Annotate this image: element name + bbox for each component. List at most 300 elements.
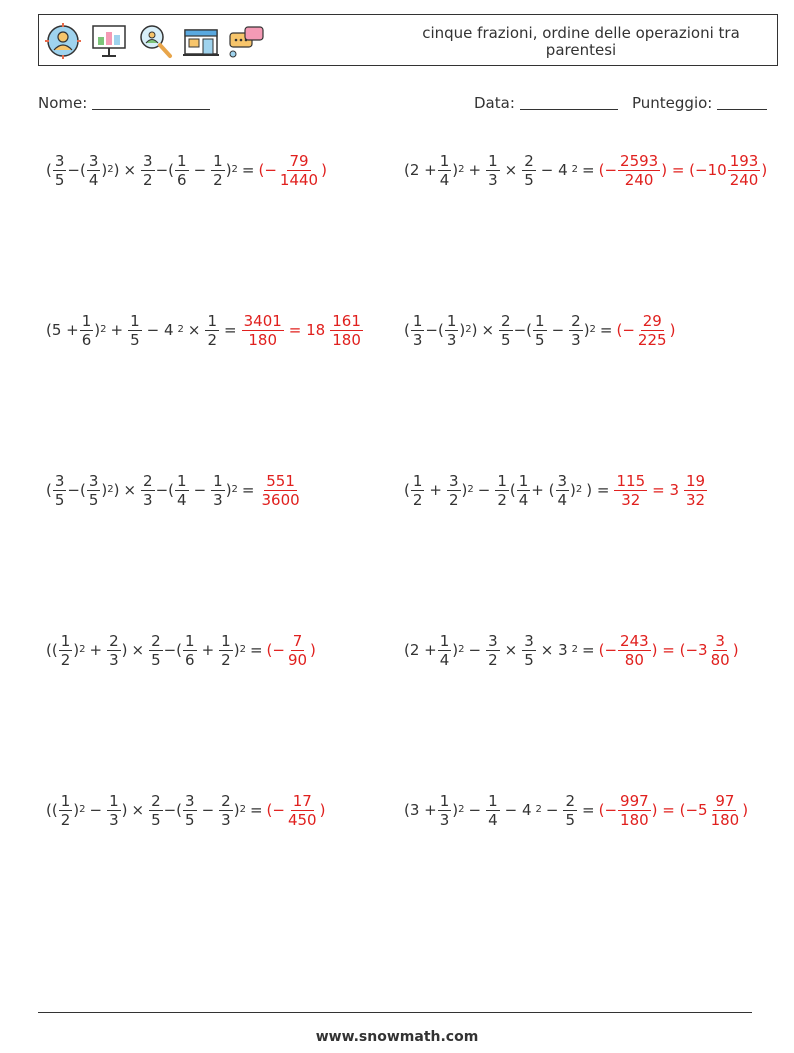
numerator: 3 (88, 151, 99, 170)
denominator: 4 (518, 490, 529, 509)
answer-text: ) = (−5 (651, 800, 708, 819)
denominator: 5 (151, 650, 161, 669)
numerator: 1 (439, 631, 450, 650)
paren: ( (509, 481, 516, 499)
problem-6: ( $\frac{1}{2}$ + $\frac{3}{2}$ ) 2 − $\frac{1}{2}$ ( $\frac{1}{4}$ + ( $\frac{3}{4}$ ) 2 ) = $\frac{115}{32}$ = 3 $\frac{19}{32}$ (404, 462, 708, 518)
numerator: 2 (151, 791, 161, 810)
problem-7: (( $\frac{1}{2}$ ) 2 + $\frac{2}{3}$ ) × $\frac{2}{5}$ −( $\frac{1}{6}$ + $\frac{1}{2}$ ) 2 = (− $\frac{7}{90}$ ) (46, 631, 316, 669)
fraction (522, 152, 536, 189)
numerator: 3 (715, 631, 725, 650)
answer-text: ) (669, 320, 676, 339)
denominator: 2 (143, 170, 153, 189)
numerator: 1 (221, 631, 231, 650)
operator: − (89, 801, 103, 819)
fraction (141, 472, 155, 509)
operator: + (110, 321, 124, 339)
operator: + ( (531, 481, 555, 499)
equals: = (582, 161, 595, 179)
numerator: 7 (292, 631, 303, 650)
answer-text: (− (266, 640, 285, 659)
numerator: 3 (54, 471, 65, 490)
equals: = (224, 321, 237, 339)
numerator: 1 (439, 791, 450, 810)
worksheet-title: cinque frazioni, ordine delle operazioni tra parentesi (422, 24, 740, 59)
magnifier-icon (135, 21, 175, 61)
numerator: 2 (524, 151, 534, 170)
denominator: 3 (488, 170, 498, 189)
fraction (445, 312, 459, 349)
paren: ) (113, 481, 120, 499)
denominator: 5 (88, 490, 99, 509)
denominator: 5 (185, 810, 195, 829)
fraction (517, 472, 531, 509)
numerator: 1 (177, 151, 187, 170)
fraction (330, 312, 363, 349)
problem-9: (( $\frac{1}{2}$ ) 2 − $\frac{1}{3}$ ) × $\frac{2}{5}$ −( $\frac{3}{5}$ − $\frac{2}{3}$ ) 2 = (− $\frac{17}{450}$ ) (46, 791, 326, 829)
denominator: 32 (686, 490, 706, 509)
problem-5: ( $\frac{3}{5}$ −( $\frac{3}{5}$ ) 2 ) × $\frac{2}{3}$ −( $\frac{1}{4}$ − $\frac{1}{3}$ ) 2 = $\frac{551}{3600}$ (46, 462, 303, 518)
paren: ) (73, 641, 80, 659)
operator: − (193, 481, 207, 499)
answer-text: ) (761, 160, 768, 179)
answer-text: (− (616, 320, 635, 339)
denominator: 2 (207, 330, 218, 349)
numerator: 1 (213, 151, 223, 170)
paren: ) (233, 641, 240, 659)
equals: ) = (586, 481, 610, 499)
numerator: 3 (54, 151, 65, 170)
fraction (87, 472, 101, 509)
paren: ) (471, 321, 478, 339)
numerator: 79 (289, 151, 309, 170)
header-icons (43, 21, 267, 61)
fraction (486, 152, 500, 189)
denominator: 180 (332, 330, 361, 349)
denominator: 3600 (261, 490, 300, 509)
name-field (38, 94, 210, 112)
operator: −( (513, 321, 533, 339)
paren: ) (225, 161, 232, 179)
numerator: 3 (557, 471, 568, 490)
answer-text: (− (266, 800, 285, 819)
denominator: 90 (287, 650, 308, 669)
fraction (205, 312, 219, 349)
fraction (59, 632, 73, 669)
answer-text: ) (742, 800, 749, 819)
denominator: 2 (488, 650, 498, 669)
numerator: 2 (565, 791, 576, 810)
numerator: 1 (81, 311, 92, 330)
fraction (219, 632, 233, 669)
answer (259, 152, 327, 189)
operator: (2 + (404, 641, 437, 659)
numerator: 1 (60, 631, 71, 650)
operator: −( (163, 801, 183, 819)
numerator: 3 (524, 631, 534, 650)
answer-text: (− (598, 800, 618, 819)
denominator: 3 (446, 330, 457, 349)
date-blank[interactable] (520, 95, 618, 110)
denominator: 5 (54, 170, 65, 189)
answer (613, 472, 708, 509)
answer-text: (− (598, 640, 618, 659)
numerator: 17 (292, 791, 312, 810)
denominator: 4 (88, 170, 99, 189)
numerator: 3 (448, 471, 459, 490)
operator: × (187, 321, 201, 339)
numerator: 1 (535, 311, 545, 330)
problem-8: (2 + $\frac{1}{4}$ ) 2 − $\frac{3}{2}$ × $\frac{3}{5}$ × 3 2 = (− $\frac{243}{80}$ ) = (−3 $\frac{3}{80}$ ) (404, 631, 739, 669)
score-label: Punteggio: (632, 94, 713, 112)
numerator: 2 (221, 791, 231, 810)
denominator: 4 (557, 490, 568, 509)
fraction (183, 792, 197, 829)
operator: −( (67, 481, 86, 499)
fraction (242, 312, 284, 349)
numerator: 1 (207, 311, 218, 330)
fraction (107, 632, 121, 669)
numerator: 551 (266, 471, 295, 490)
numerator: 1 (488, 791, 498, 810)
operator: − (551, 321, 565, 339)
numerator: 161 (332, 311, 361, 330)
fraction (495, 472, 509, 509)
equals: = (241, 481, 255, 499)
operator: (2 + (404, 161, 437, 179)
numerator: 2 (143, 471, 153, 490)
operator: − (477, 481, 491, 499)
denominator: 450 (287, 810, 317, 829)
paren: ) (570, 481, 576, 499)
fraction (438, 152, 452, 189)
numerator: 97 (715, 791, 735, 810)
fraction (709, 792, 742, 829)
paren: ) (121, 641, 128, 659)
denominator: 4 (439, 650, 450, 669)
fraction (522, 632, 536, 669)
answer-text: ) (310, 640, 316, 659)
fraction (175, 152, 189, 189)
numerator: 2 (109, 631, 119, 650)
denominator: 3 (109, 650, 119, 669)
storefront-icon (181, 21, 221, 61)
fraction (80, 312, 94, 349)
answer (259, 472, 303, 509)
answer (599, 632, 739, 669)
operator: −( (155, 481, 175, 499)
fraction (533, 312, 547, 349)
numerator: 3401 (243, 311, 282, 330)
denominator: 2 (221, 650, 231, 669)
numerator: 115 (616, 471, 646, 490)
numerator: 19 (686, 471, 706, 490)
operator: − (545, 801, 559, 819)
denominator: 180 (710, 810, 740, 829)
operator: × (131, 801, 145, 819)
answer (241, 312, 364, 349)
denominator: 3 (109, 810, 119, 829)
equals: = (582, 641, 595, 659)
score-blank[interactable] (717, 95, 767, 110)
fraction (278, 152, 320, 189)
operator: −( (163, 641, 183, 659)
paren: ) (233, 801, 240, 819)
fraction (411, 472, 425, 509)
answer-text: ) (319, 800, 326, 819)
operator: −( (425, 321, 444, 339)
fraction (107, 792, 121, 829)
paren: ) (452, 801, 459, 819)
numerator: 3 (488, 631, 498, 650)
paren: ( (404, 481, 410, 499)
fraction (211, 152, 225, 189)
operator: − 4 (504, 801, 532, 819)
fraction (87, 152, 101, 189)
denominator: 3 (571, 330, 581, 349)
denominator: 4 (177, 490, 187, 509)
equals: = (249, 801, 263, 819)
fraction (149, 632, 163, 669)
operator: + (429, 481, 442, 499)
fraction (709, 632, 732, 669)
person-target-icon (43, 21, 83, 61)
operator: × (504, 641, 518, 659)
denominator: 3 (213, 490, 223, 509)
denominator: 80 (624, 650, 644, 669)
answer (267, 792, 326, 829)
paren: ( (46, 161, 52, 179)
date-field (474, 94, 618, 112)
fraction (286, 632, 309, 669)
denominator: 5 (524, 170, 534, 189)
fraction (438, 792, 452, 829)
problem-4: ( $\frac{1}{3}$ −( $\frac{1}{3}$ ) 2 ) × $\frac{2}{5}$ −( $\frac{1}{5}$ − $\frac{2}{3}$ ) 2 = (− $\frac{29}{225}$ ) (404, 311, 676, 349)
numerator: 2 (501, 311, 511, 330)
denominator: 2 (448, 490, 459, 509)
fraction (486, 792, 500, 829)
fraction (636, 312, 669, 349)
operator: × (504, 161, 518, 179)
answer (617, 312, 676, 349)
operator: (5 + (46, 321, 79, 339)
paren: ) (459, 321, 466, 339)
operator: × (481, 321, 495, 339)
fraction (149, 792, 163, 829)
paren: ) (461, 481, 468, 499)
worksheet-header (38, 14, 778, 66)
denominator: 180 (248, 330, 278, 349)
operator: × 3 (540, 641, 568, 659)
operator: −( (155, 161, 175, 179)
denominator: 5 (535, 330, 545, 349)
equals: = (582, 801, 595, 819)
denominator: 2 (497, 490, 507, 509)
numerator: 1 (488, 151, 498, 170)
denominator: 3 (221, 810, 231, 829)
numerator: 1 (130, 311, 140, 330)
paren: ) (583, 321, 590, 339)
footer-divider (38, 1012, 752, 1013)
numerator: 193 (729, 151, 759, 170)
denominator: 2 (213, 170, 223, 189)
denominator: 4 (439, 170, 450, 189)
paren: ) (101, 481, 108, 499)
problem-1: ( $\frac{3}{5}$ −( $\frac{3}{4}$ ) 2 ) × $\frac{3}{2}$ −( $\frac{1}{6}$ − $\frac{1}{2}$ ) 2 = (− $\frac{79}{1440}$ ) (46, 151, 327, 189)
denominator: 180 (620, 810, 649, 829)
fraction (618, 792, 651, 829)
fraction (563, 792, 577, 829)
numerator: 1 (213, 471, 223, 490)
equals: = (249, 641, 263, 659)
footer-site-link[interactable]: www.snowmath.com (315, 1029, 479, 1045)
paren: ) (452, 161, 459, 179)
denominator: 5 (501, 330, 511, 349)
equals: = (599, 321, 613, 339)
answer-text: (− (598, 160, 618, 179)
fraction (128, 312, 142, 349)
numerator: 2 (151, 631, 161, 650)
fraction (438, 632, 452, 669)
numerator: 29 (642, 311, 662, 330)
paren: ) (452, 641, 459, 659)
fraction (614, 472, 647, 509)
numerator: 3 (185, 791, 195, 810)
problem-3: (5 + $\frac{1}{6}$ ) 2 + $\frac{1}{5}$ − 4 2 × $\frac{1}{2}$ = $\frac{3401}{180}$ = 18 $\frac{161}{180}$ (46, 302, 364, 358)
operator: × (123, 161, 137, 179)
operator: + (89, 641, 103, 659)
fraction (183, 632, 197, 669)
denominator: 3 (412, 330, 423, 349)
paren: ) (113, 161, 120, 179)
fraction (53, 472, 67, 509)
paren: ) (121, 801, 128, 819)
denominator: 2 (60, 810, 71, 829)
fraction (53, 152, 67, 189)
denominator: 1440 (279, 170, 319, 189)
denominator: 4 (488, 810, 498, 829)
denominator: 2 (412, 490, 423, 509)
operator: + (468, 161, 482, 179)
operator: − 4 (540, 161, 568, 179)
numerator: 1 (412, 471, 423, 490)
numerator: 997 (620, 791, 649, 810)
paren: (( (46, 641, 58, 659)
fraction (556, 472, 570, 509)
numerator: 1 (497, 471, 507, 490)
denominator: 5 (565, 810, 576, 829)
fraction (59, 792, 73, 829)
operator: − (201, 801, 215, 819)
numerator: 3 (143, 151, 153, 170)
denominator: 5 (130, 330, 140, 349)
operator: − (468, 801, 482, 819)
operator: × (131, 641, 145, 659)
numerator: 243 (620, 631, 649, 650)
fraction (618, 632, 651, 669)
fraction (141, 152, 155, 189)
numerator: 1 (518, 471, 529, 490)
fraction (618, 152, 660, 189)
fraction (728, 152, 761, 189)
presentation-board-icon (89, 21, 129, 61)
numerator: 1 (177, 471, 187, 490)
numerator: 1 (412, 311, 423, 330)
denominator: 225 (637, 330, 667, 349)
fraction (175, 472, 189, 509)
denominator: 2 (60, 650, 71, 669)
answer-text: ) = (−10 (661, 160, 727, 179)
fraction (447, 472, 461, 509)
fraction (499, 312, 513, 349)
score-field (632, 94, 767, 112)
fraction (411, 312, 425, 349)
answer-text: ) = (−3 (651, 640, 708, 659)
fraction (684, 472, 707, 509)
answer-text: ) (321, 160, 327, 179)
paren: ) (73, 801, 80, 819)
fraction (211, 472, 225, 509)
date-label: Data: (474, 94, 515, 112)
denominator: 3 (439, 810, 450, 829)
numerator: 3 (88, 471, 99, 490)
problem-2: (2 + $\frac{1}{4}$ ) 2 + $\frac{1}{3}$ × $\frac{2}{5}$ − 4 2 = (− $\frac{2593}{240}$ ) = (−10 $\frac{193}{240}$ ) (404, 151, 768, 189)
denominator: 5 (54, 490, 65, 509)
answer-text: (− (258, 160, 277, 179)
operator: (3 + (404, 801, 437, 819)
fraction (486, 632, 500, 669)
chat-bubbles-icon (227, 21, 267, 61)
numerator: 2593 (620, 151, 659, 170)
answer (599, 792, 748, 829)
answer-text: = 3 (652, 480, 680, 499)
answer (267, 632, 316, 669)
fraction (286, 792, 319, 829)
numerator: 1 (439, 151, 450, 170)
numerator: 1 (109, 791, 119, 810)
operator: − (468, 641, 482, 659)
answer (599, 152, 768, 189)
operator: × (123, 481, 137, 499)
numerator: 1 (185, 631, 195, 650)
paren: ( (46, 481, 52, 499)
paren: ( (404, 321, 410, 339)
numerator: 1 (60, 791, 71, 810)
operator: −( (67, 161, 86, 179)
name-blank[interactable] (92, 95, 210, 110)
name-label: Nome: (38, 94, 88, 112)
paren: ) (101, 161, 108, 179)
numerator: 1 (446, 311, 457, 330)
fraction (260, 472, 302, 509)
answer-text: ) (732, 640, 739, 659)
paren: ) (94, 321, 101, 339)
denominator: 6 (177, 170, 187, 189)
paren: (( (46, 801, 58, 819)
operator: − 4 (146, 321, 174, 339)
fraction (569, 312, 583, 349)
denominator: 6 (81, 330, 92, 349)
denominator: 5 (524, 650, 534, 669)
equals: = (241, 161, 255, 179)
denominator: 80 (710, 650, 730, 669)
denominator: 5 (151, 810, 161, 829)
denominator: 32 (621, 490, 641, 509)
operator: − (193, 161, 207, 179)
denominator: 240 (624, 170, 654, 189)
denominator: 3 (143, 490, 153, 509)
answer-text: = 18 (288, 320, 326, 339)
numerator: 2 (571, 311, 581, 330)
